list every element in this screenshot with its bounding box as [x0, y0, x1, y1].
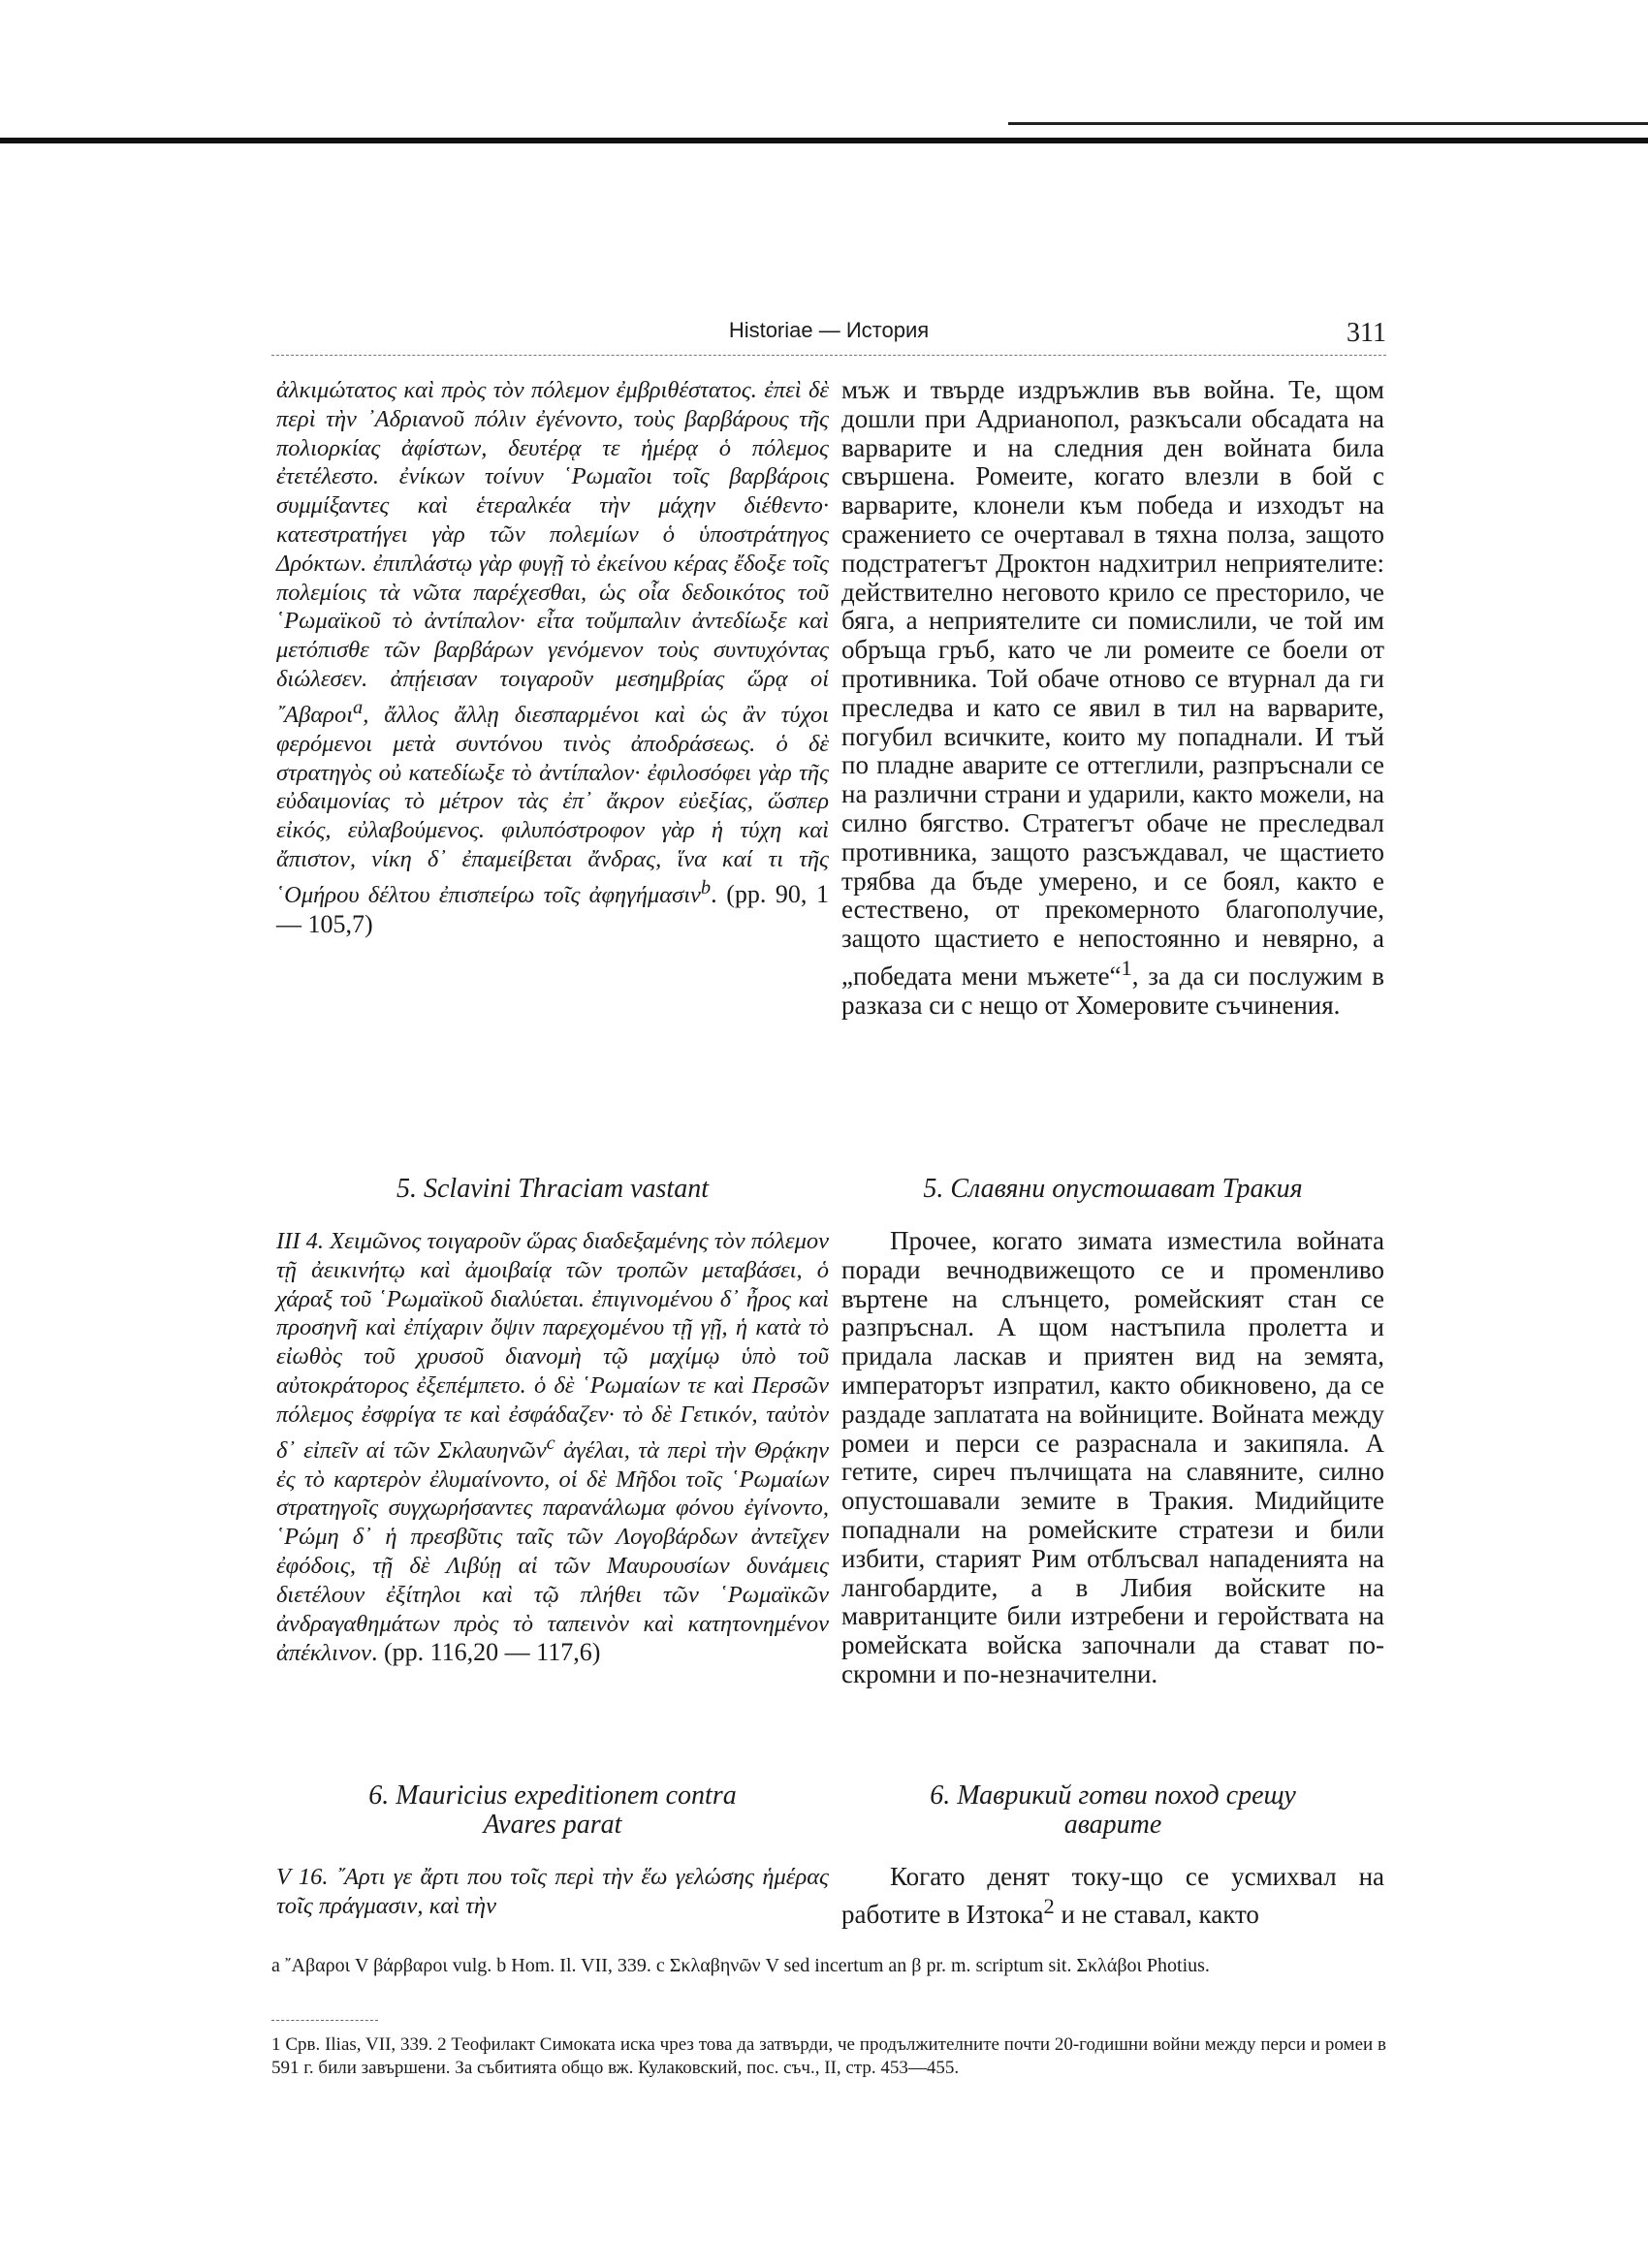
greek-text-top-1: ἀλκιμώτατος καὶ πρὸς τὸν πόλεμον ἐμβριθέστατος. ἐπεὶ δὲ περὶ τὴν ᾿Αδριανοῦ πόλιν ἐγένοντο, τοὺς βαρβάρους τῆς πολιορκίας ἀφίστων, δευτέρᾳ τε ἡμέρᾳ ὁ πόλεμος ἐτετέλεστο. ἐνίκων τοίνυν ῾Ρωμαῖοι τοῖς βαρβάροις συμμίξαντες καὶ ἑτεραλκέα τὴν μάχην διέθεντο· κατεστρατήγει γὰρ τῶν πολεμίων ὁ ὑποστράτηγος Δρόκτων. ἐπιπλάστῳ γὰρ φυγῇ τὸ ἐκείνου κέρας ἔδοξε τοῖς πολεμίοις τὰ νῶτα παρέχεσθαι, ὡς οἷα δεδοικότος τοῦ ῾Ρωμαϊκοῦ τὸ ἀντίπαλον· εἶτα τοὔμπαλιν ἀντεδίωξε καὶ μετόπισθε τῶν βαρβάρων γενόμενον τοὺς συντυχόντας διώλεσεν. ἀπῄεισαν τοιγαροῦν μεσημβρίας ὥρᾳ οἱ ῎Αβαροι — [276, 377, 829, 728]
section-5-latin-heading: 5. Sclavini Thraciam vastant — [396, 1174, 709, 1204]
section-6-latin-heading-line-2: Avares parat — [483, 1810, 622, 1840]
section-6-bulgarian-heading — [841, 1781, 1384, 1840]
apparatus-marker-a: a — [353, 696, 364, 718]
footnotes: 1 Срв. Ilias, VII, 339. 2 Теофилакт Симоката иска чрез това да затвърди, че продължителните почти 20-годишни войни между перси и ромеи в 591 г. били завършени. За събитията общо вж. Кулаковский, пос. съч., II, стр. 453—455. — [271, 2034, 1386, 2078]
footnote-rule — [271, 2020, 378, 2021]
section-5-bulgarian-text: Прочее, когато зимата изместила войната поради вечнодвижещото се и променливо въртене на слънцето, ромейският стан се разпръснал. А щом настъпила пролетта и придала ласкав и приятен вид на земята, императорът изпратил, както обикновено, да се раздаде заплатата на войниците. Войната между ромеи и перси се разраснала и закипяла. А гетите, сиреч пълчищата на славяните, силно опустошавали земите в Тракия. Мидийците попаднали на ромейските стратези и били избити, старият Рим отблъсвал нападенията на лангобардите, а в Либия войските на мавританците били изтребени и геройствата на ромейската войска започнали да стават по-скромни и по-незначителни. — [841, 1226, 1384, 1688]
apparatus-marker-b: b — [700, 876, 712, 898]
apparatus-marker-c: c — [546, 1432, 555, 1454]
bulgarian-text-top-2: , за да си послужим в разказа си с нещо от Хомеровите съчинения. — [841, 961, 1384, 1020]
bulgarian-text-top-1: мъж и твърде издръжлив във война. Те, щом дошли при Адрианопол, разкъсали обсадата на варварите и на следния ден войната била свършена. Ромеите, когато влезли в бой с варварите, клонели към победа и изходът на сражението се очертавал в тяхна полза, защото подстратегът Дроктон надхитрил неприятелите: действително неговото крило се престорило, че бяга, а неприятелите си помислили, че той им обръща гръб, като че ли ромеите се боели от противника. Той обаче отново се втурнал да ги преследва и като се явил в тил на варварите, погубил всичките, които му попаднали. И тъй по пладне аварите се оттеглили, разпръснали се на различни страни и ударили, както можели, на силно бягство. Стратегът обаче не преследвал противника, защото разсъждавал, че щастието трябва да бъде умерено, и се боял, както е естествено, от прекомерното благополучие, защото щастието е непостоянно и невярно, а „победата мени мъжете“ — [841, 375, 1384, 991]
header-rule — [271, 355, 1386, 356]
section-5-greek-text-1: III 4. Χειμῶνος τοιγαροῦν ὥρας διαδεξαμένης τὸν πόλεμον τῇ ἀεικινήτῳ καὶ ἀμοιβαίᾳ τῶν τροπῶν μεταβάσει, ὁ χάραξ τοῦ ῾Ρωμαϊκοῦ διαλύεται. ἐπιγινομένου δ᾿ ἦρος καὶ προσηνῆ καὶ ἐπίχαριν ὄψιν παρεχομένου τῇ γῇ, ἡ κατὰ τὸ εἰωθὸς τοῦ χρυσοῦ διανομὴ τῷ μαχίμῳ ὑπὸ τοῦ αὐτοκράτορος ἐξεπέμπετο. ὁ δὲ ῾Ρωμαίων τε καὶ Περσῶν πόλεμος ἐσφρίγα τε καὶ ἐσφάδαζεν· τὸ δὲ Γετικόν, ταὐτὸν δ᾿ εἰπεῖν αἱ τῶν Σκλαυηνῶν — [276, 1228, 829, 1464]
page-header — [271, 318, 1386, 357]
greek-reference-top: . (pp. 90, 1 — 105,7) — [276, 879, 829, 938]
scan-artifact-line — [1008, 122, 1648, 125]
scan-artifact-rule — [0, 138, 1648, 143]
critical-apparatus: a ῎Αβαροι V βάρβαροι vulg. b Hom. Il. VII, 339. c Σκλαβηνῶν V sed incertum an β pr. m. scriptum sit. Σκλάβοι Photius. — [271, 1955, 1210, 1976]
section-5-greek-reference: . (pp. 116,20 — 117,6) — [370, 1638, 601, 1667]
section-6-latin-heading — [276, 1781, 829, 1840]
section-5-greek-text — [276, 1227, 829, 1668]
section-6-bulgarian-text — [841, 1863, 1384, 1930]
page-number: 311 — [1347, 318, 1386, 348]
section-5-bulgarian-heading: 5. Славяни опустошават Тракия — [923, 1174, 1303, 1204]
bulgarian-text-top — [841, 376, 1384, 1021]
section-6-bulgarian-heading-line-2: аварите — [1063, 1810, 1162, 1840]
footnote-marker-1: 1 — [1121, 955, 1132, 980]
section-5-greek-text-2: ἀγέλαι, τὰ περὶ τὴν Θρᾴκην ἐς τὸ καρτερὸν ἐλυμαίνοντο, οἱ δὲ Μῆδοι τοῖς ῾Ρωμαίων στρατηγοῖς συγχωρήσαντες παρανάλωμα φόνου ἐγίνοντο, ῾Ρώμη δ᾿ ἡ πρεσβῦτις ταῖς τῶν Λογοβάρδων ἀντεῖχεν ἐφόδοις, τῇ δὲ Λιβύῃ αἱ τῶν Μαυρουσίων δυνάμεις διετέλουν ἐξίτηλοι καὶ τῷ πλήθει τῶν ῾Ρωμαϊκῶν ἀνδραγαθημάτων πρὸς τὸ ταπεινὸν καὶ κατητονημένον ἀπέκλινον — [276, 1436, 830, 1667]
greek-text-top-2: , ἄλλος ἄλλῃ διεσπαρμένοι καὶ ὡς ἂν τύχοι φερόμενοι μετὰ συντόνου τινὸς ἀποδράσεως. ὁ δὲ στρατηγὸς οὐ κατεδίωξε τὸ ἀντίπαλον· ἐφιλοσόφει γὰρ τῆς εὐδαιμονίας τὸ μέτρον τὰς ἐπ᾿ ἄκρον εὐεξίας, ὥσπερ εἰκός, εὐλαβούμενος. φιλυπόστροφον γὰρ ἡ τύχη καὶ ἄπιστον, νίκη δ᾿ ἐπαμείβεται ἄνδρας, ἵνα καί τι τῆς ῾Ομήρου δέλτου ἐπισπείρω τοῖς ἀφηγήμασιν — [276, 701, 829, 908]
section-6-bulgarian-text-2: и не ставал, както — [1054, 1899, 1259, 1929]
section-6-latin-heading-line-1: 6. Mauricius expeditionem contra — [368, 1780, 737, 1811]
section-6-bulgarian-text-1: Когато денят току-що се усмихвал на работите в Изтока — [841, 1862, 1384, 1929]
running-title: Historiae — История — [728, 318, 930, 342]
section-6-greek-text: V 16. ῎Αρτι γε ἄρτι που τοῖς περὶ τὴν ἕω γελώσης ἡμέρας τοῖς πράγμασιν, καὶ τὴν — [276, 1864, 829, 1919]
section-6-bulgarian-heading-line-1: 6. Маврикий готви поход срещу — [930, 1780, 1296, 1811]
footnote-marker-2: 2 — [1043, 1893, 1055, 1918]
greek-text-top — [276, 376, 829, 939]
